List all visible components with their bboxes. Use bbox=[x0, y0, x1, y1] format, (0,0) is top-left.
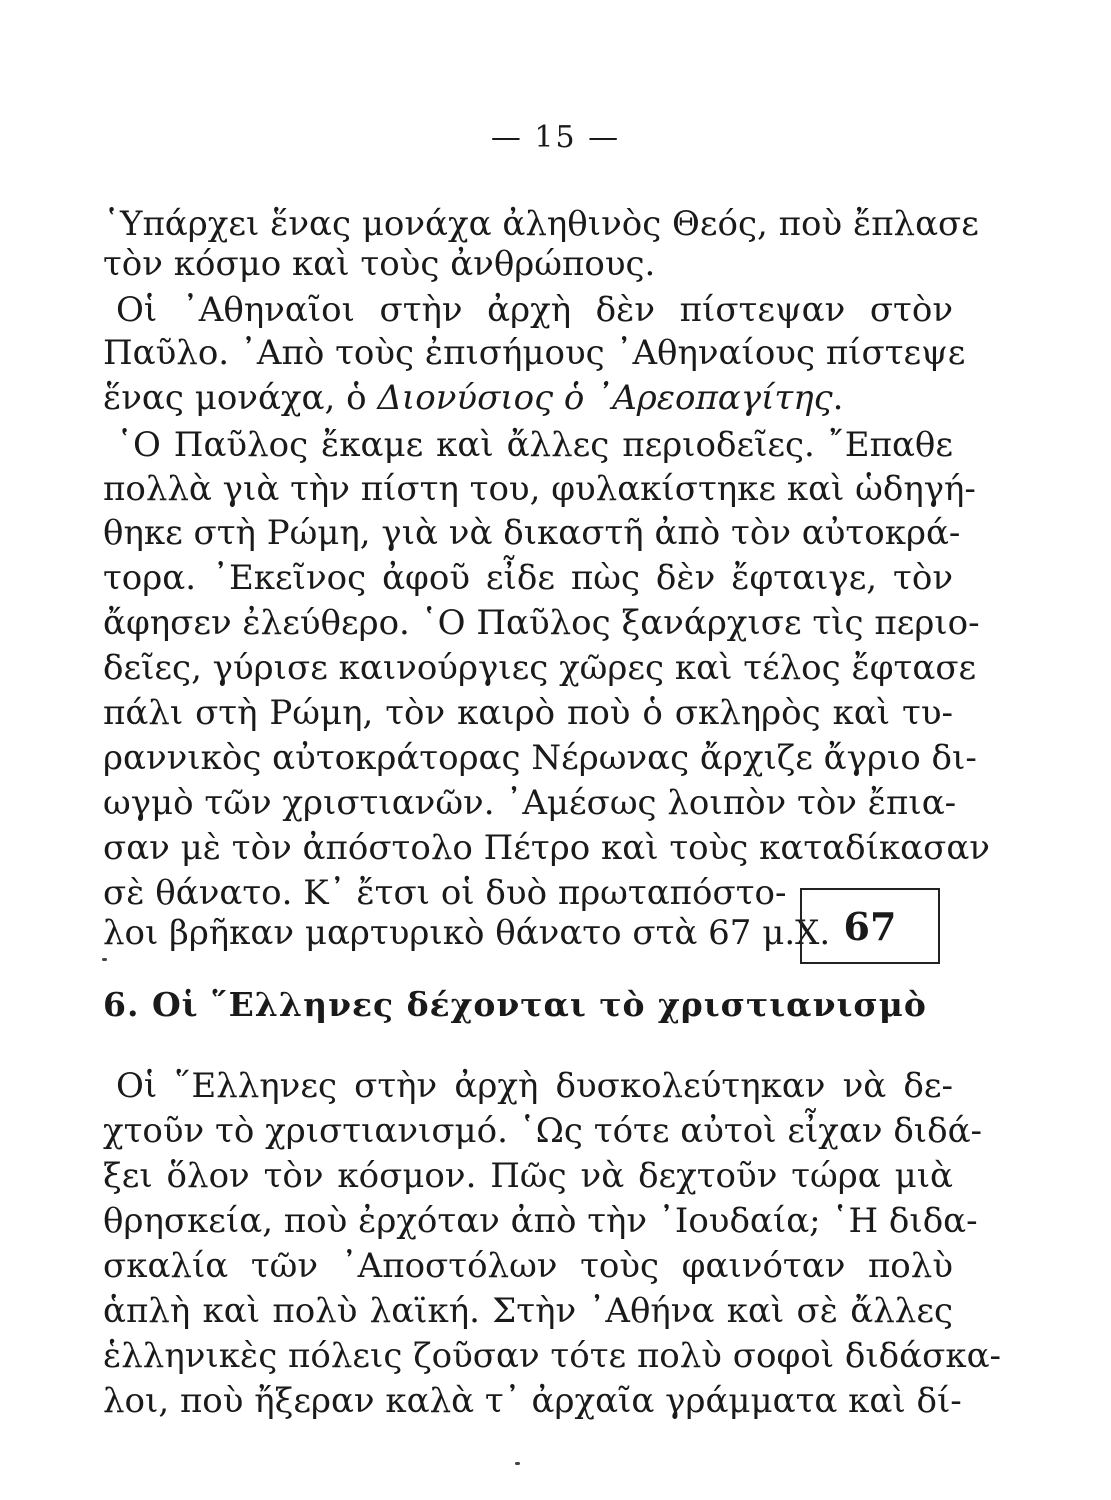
paragraph-3-line-8: ραννικὸς αὐτοκράτορας Νέρωνας ἄρχιζε ἄγριο δι- bbox=[103, 738, 977, 778]
paragraph-4-line-3: ξει ὅλον τὸν κόσμον. Πῶς νὰ δεχτοῦν τώρα μιὰ bbox=[103, 1156, 953, 1196]
paragraph-3-line-7: πάλι στὴ Ρώμη, τὸν καιρὸ ποὺ ὁ σκληρὸς καὶ τυ- bbox=[103, 693, 953, 733]
paragraph-3-line-12: λοι βρῆκαν μαρτυρικὸ θάνατο στὰ 67 μ.Χ. bbox=[103, 913, 831, 953]
paragraph-2-line-3-prefix: ἕνας μονάχα, ὁ bbox=[103, 378, 378, 418]
paragraph-2-line-1: Οἱ ᾿Αθηναῖοι στὴν ἀρχὴ δὲν πίστεψαν στὸν bbox=[116, 290, 953, 330]
paragraph-3-line-3: θηκε στὴ Ρώμη, γιὰ νὰ δικαστῆ ἀπὸ τὸν αὐτοκρά- bbox=[103, 513, 961, 553]
scan-speck bbox=[102, 958, 107, 961]
paragraph-4-line-8: λοι, ποὺ ἤξεραν καλὰ τ᾿ ἀρχαῖα γράμματα καὶ δί- bbox=[103, 1381, 962, 1421]
paragraph-3-line-5: ἄφησεν ἐλεύθερο. ῾Ο Παῦλος ξανάρχισε τὶς περιο- bbox=[103, 603, 980, 643]
paragraph-4-line-1: Οἱ ῞Ελληνες στὴν ἀρχὴ δυσκολεύτηκαν νὰ δε- bbox=[116, 1066, 953, 1106]
paragraph-4-line-6: ἁπλὴ καὶ πολὺ λαϊκή. Στὴν ᾿Αθήνα καὶ σὲ ἄλλες bbox=[103, 1291, 953, 1331]
paragraph-3-line-2: πολλὰ γιὰ τὴν πίστη του, φυλακίστηκε καὶ ὡδηγή- bbox=[103, 469, 976, 509]
paragraph-4-line-2: χτοῦν τὸ χριστιανισμό. ῾Ως τότε αὐτοὶ εἶχαν διδά- bbox=[103, 1111, 983, 1151]
paragraph-2-line-2: Παῦλο. ᾿Απὸ τοὺς ἐπισήμους ᾿Αθηναίους πίστεψε bbox=[103, 333, 966, 373]
scan-speck bbox=[515, 1462, 520, 1465]
paragraph-4-line-5: σκαλία τῶν ᾿Αποστόλων τοὺς φαινόταν πολὺ bbox=[103, 1246, 953, 1286]
page-number: — 15 — bbox=[490, 120, 621, 155]
section-heading: 6. Οἱ ῞Ελληνες δέχονται τὸ χριστιανισμὸ bbox=[103, 985, 927, 1024]
paragraph-3-line-6: δεῖες, γύρισε καινούργιες χῶρες καὶ τέλος ἔφτασε bbox=[103, 648, 977, 688]
dionysius-name: Διονύσιος ὁ ᾿Αρεοπαγίτης bbox=[377, 378, 833, 418]
paragraph-3-line-1: ῾Ο Παῦλος ἔκαμε καὶ ἄλλες περιοδεῖες. ῎Επαθε bbox=[116, 425, 953, 465]
paragraph-3-line-10: σαν μὲ τὸν ἀπόστολο Πέτρο καὶ τοὺς καταδίκασαν bbox=[103, 828, 990, 868]
paragraph-1-line-1: ῾Υπάρχει ἕνας μονάχα ἀληθινὸς Θεός, ποὺ ἔπλασε bbox=[103, 204, 979, 244]
paragraph-2-line-3-suffix: . bbox=[832, 378, 844, 418]
page-reference-box: 67 bbox=[800, 888, 940, 964]
paragraph-4-line-7: ἑλληνικὲς πόλεις ζοῦσαν τότε πολὺ σοφοὶ διδάσκα- bbox=[103, 1336, 1002, 1376]
paragraph-1-line-2: τὸν κόσμο καὶ τοὺς ἀνθρώπους. bbox=[103, 244, 656, 284]
paragraph-3-line-11: σὲ θάνατο. Κ᾿ ἔτσι οἱ δυὸ πρωταπόστο- bbox=[103, 873, 787, 913]
paragraph-4-line-4: θρησκεία, ποὺ ἐρχόταν ἀπὸ τὴν ᾿Ιουδαία; ῾Η διδα- bbox=[103, 1201, 978, 1241]
paragraph-2-line-3 bbox=[103, 378, 953, 418]
paragraph-3-line-4: τορα. ᾿Εκεῖνος ἀφοῦ εἶδε πὼς δὲν ἔφταιγε, τὸν bbox=[103, 558, 953, 598]
paragraph-3-line-9: ωγμὸ τῶν χριστιανῶν. ᾿Αμέσως λοιπὸν τὸν ἔπια- bbox=[103, 783, 957, 823]
